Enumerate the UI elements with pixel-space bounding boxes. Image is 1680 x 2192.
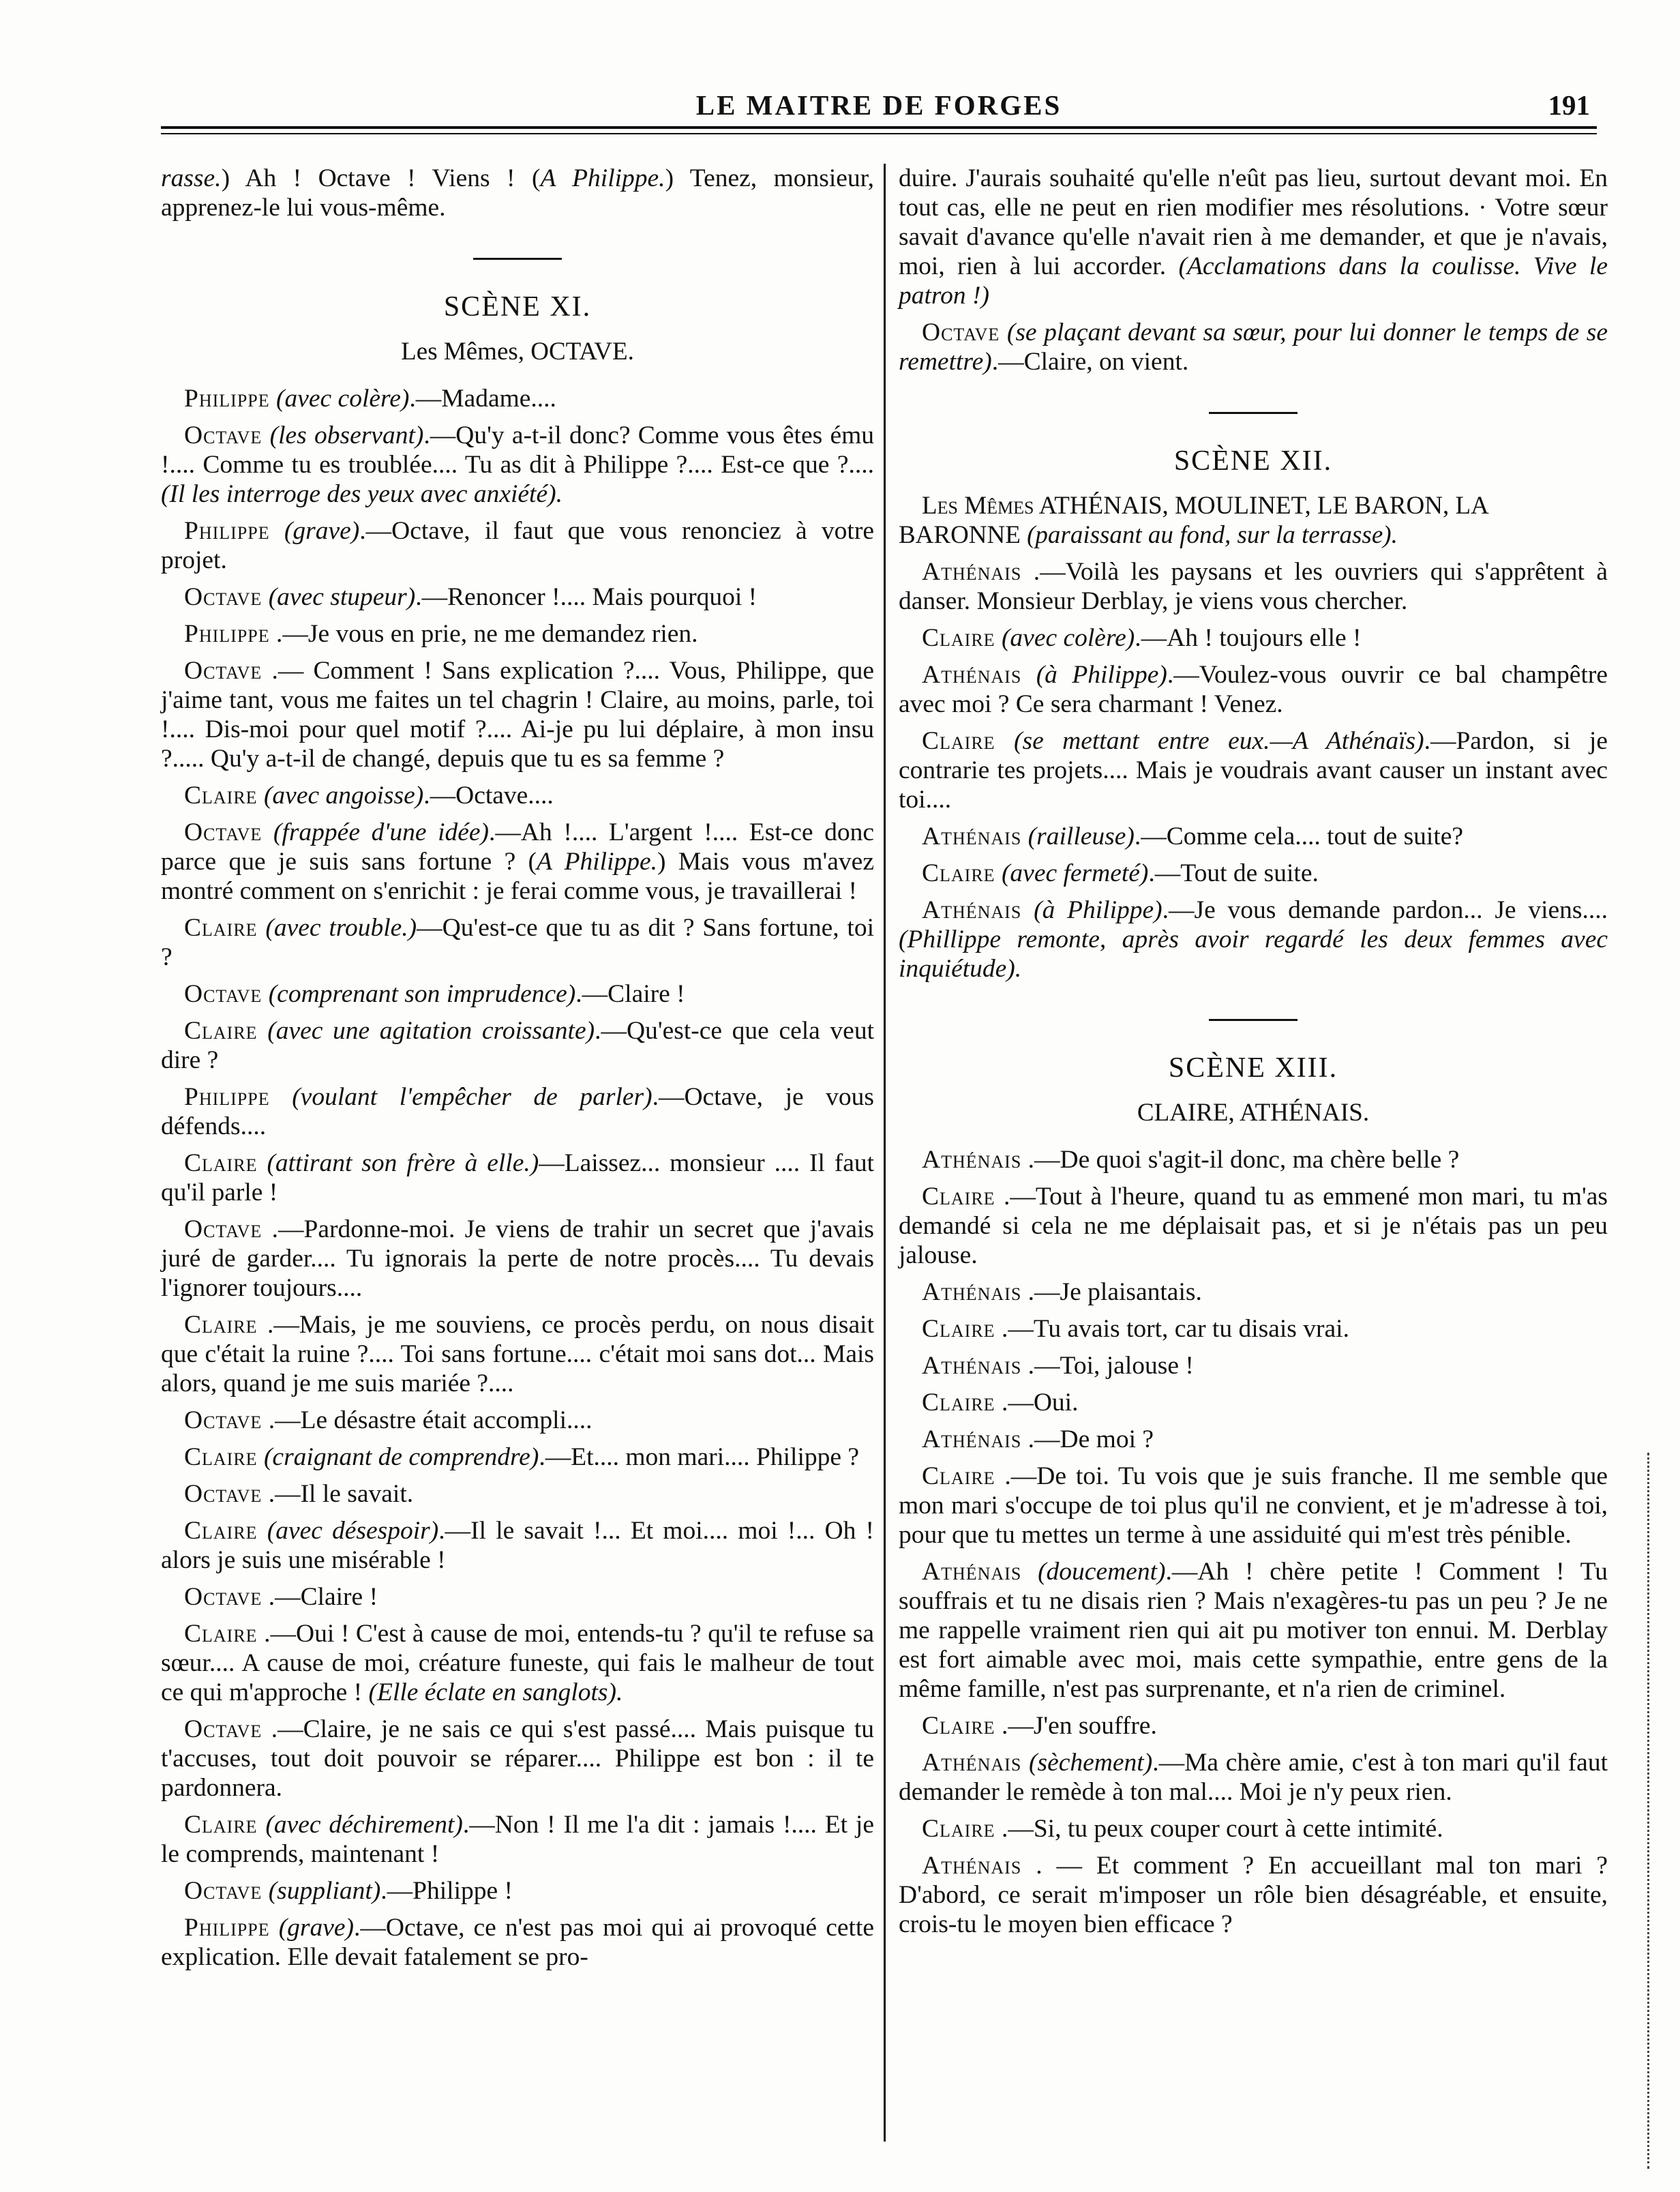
speaker-name: Claire <box>184 1620 258 1648</box>
dialogue-text: .—Renoncer !.... Mais pourquoi ! <box>415 583 758 611</box>
scene-cast: CLAIRE, ATHÉNAIS. <box>1137 1099 1370 1127</box>
paragraph <box>161 164 874 222</box>
page-edge-mark <box>1647 1453 1649 2169</box>
dialogue-text: .—Claire ! <box>268 1583 378 1611</box>
speaker-name: Claire <box>184 1443 258 1471</box>
dialogue-line <box>161 979 874 1009</box>
speaker-name: Octave <box>184 1215 262 1243</box>
stage-direction: (avec fermeté) <box>1001 859 1149 887</box>
dialogue-text: —Qu'est-ce que tu as dit ? Sans fortune, toi ? <box>161 914 875 971</box>
stage-direction: (avec stupeur) <box>268 583 416 611</box>
dialogue-text: . — Et comment ? En accueillant mal ton mari ? D'abord, ce serait m'imposer un rôle bien désagréable, et ensuite, crois-tu le moyen bien efficace ? <box>899 1852 1608 1938</box>
paragraph <box>899 164 1608 310</box>
dialogue-text: .—Ah !.... L'argent !.... Est-ce donc parce que je suis sans fortune ? ( <box>161 818 875 876</box>
speaker-name: Claire <box>184 1811 258 1839</box>
stage-direction: (Elle éclate en sanglots). <box>368 1678 623 1706</box>
scene-title: SCÈNE XI. <box>443 291 592 323</box>
dialogue-text: .—Octave.... <box>423 782 554 810</box>
speaker-name: Octave <box>184 818 262 846</box>
dialogue-line <box>161 1810 874 1869</box>
dialogue-line <box>161 1310 874 1398</box>
cast-names: ATHÉNAIS, MOULINET, LE BARON, LA BARONNE <box>899 492 1488 549</box>
speaker-name: Athénais <box>922 1852 1022 1880</box>
dialogue-line <box>899 660 1608 719</box>
dialogue-text: .—De quoi s'agit-il donc, ma chère belle ? <box>1028 1146 1460 1174</box>
stage-direction: (se plaçant devant sa sœur, pour lui donner le temps de se remettre) <box>899 319 1608 376</box>
speaker-name: Claire <box>922 1815 995 1843</box>
dialogue-text: .—Oui ! C'est à cause de moi, entends-tu ? qu'il te refuse sa sœur.... A cause de moi, créature funeste, qui fais le malheur de tout ce qui m'approche ! <box>161 1620 874 1706</box>
dialogue-text: .—Octave, il faut que vous renonciez à votre projet. <box>161 517 874 574</box>
right-column <box>899 164 1608 1946</box>
stage-direction: (voulant l'empêcher de parler) <box>292 1083 652 1111</box>
dialogue-line <box>161 619 874 649</box>
scene-separator <box>1209 1019 1298 1021</box>
dialogue-line <box>161 1149 874 1207</box>
speaker-name: Claire <box>922 1712 995 1740</box>
speaker-name: Athénais <box>922 823 1022 850</box>
speaker-name: Octave <box>184 1715 262 1743</box>
stage-direction: (avec angoisse) <box>263 782 424 810</box>
stage-direction: (craignant de comprendre) <box>263 1443 539 1471</box>
dialogue-line <box>161 1913 874 1972</box>
dialogue-text: .—Oui. <box>1001 1389 1079 1417</box>
scene-title: SCÈNE XII. <box>1173 445 1333 477</box>
dialogue-text: .—Je plaisantais. <box>1028 1278 1202 1306</box>
stage-direction: (à Philippe) <box>1034 896 1162 924</box>
dialogue-text: ) Ah ! Octave ! Viens ! ( <box>221 164 541 192</box>
dialogue-line <box>161 582 874 612</box>
dialogue-text: .—De toi. Tu vois que je suis franche. Il me semble que mon mari s'occupe de toi plus qu'il ne convient, et je m'adresse à toi, pour que tu mettes un terme à une assiduité qui m'est très pénible. <box>899 1462 1608 1549</box>
dialogue-text: .—Toi, jalouse ! <box>1028 1352 1194 1380</box>
dialogue-text: .—Comme cela.... tout de suite? <box>1134 823 1464 850</box>
speaker-name: Claire <box>922 1315 995 1343</box>
speaker-name: Athénais <box>922 558 1022 586</box>
dialogue-line <box>899 1748 1608 1807</box>
dialogue-line <box>899 1145 1608 1174</box>
dialogue-line <box>161 1479 874 1509</box>
dialogue-text: .—Pardonne-moi. Je viens de trahir un secret que j'avais juré de garder.... Tu ignorais la perte de notre procès.... Tu devais l'ignorer toujours.... <box>161 1215 874 1302</box>
page-number: 191 <box>1548 89 1590 121</box>
speaker-name: Philippe <box>184 385 270 413</box>
dialogue-line <box>161 1619 874 1707</box>
dialogue-text: .—Voulez-vous ouvrir ce bal champêtre avec moi ? Ce sera charmant ! Venez. <box>899 661 1608 718</box>
speaker-name: Octave <box>184 980 262 1008</box>
stage-direction: (avec colère) <box>1001 624 1135 652</box>
stage-direction: (suppliant) <box>268 1877 381 1905</box>
speaker-name: Claire <box>184 1311 258 1339</box>
dialogue-line <box>161 1715 874 1803</box>
scene-separator <box>473 258 562 260</box>
dialogue-text: .—De moi ? <box>1028 1425 1154 1453</box>
stage-direction: (sèchement) <box>1029 1749 1153 1777</box>
dialogue-line <box>161 656 874 773</box>
cast-prefix: Les Mêmes <box>922 492 1034 520</box>
dialogue-text: .—Tout de suite. <box>1148 859 1319 887</box>
dialogue-line <box>161 1406 874 1435</box>
dialogue-text: .—Qu'est-ce que cela veut dire ? <box>161 1017 874 1074</box>
speaker-name: Octave <box>184 1406 262 1434</box>
dialogue-list <box>899 557 1608 983</box>
dialogue-text: .—Il le savait !... Et moi.... moi !... Oh ! alors je suis une misérable ! <box>161 1517 875 1574</box>
scene-cast: Les Mêmes, OCTAVE. <box>401 338 634 366</box>
speaker-name: Athénais <box>922 1558 1022 1586</box>
dialogue-line <box>899 895 1608 983</box>
stage-direction: (grave) <box>284 517 360 545</box>
stage-direction: (grave) <box>278 1914 355 1942</box>
dialogue-line <box>161 1082 874 1141</box>
stage-direction: A Philippe. <box>537 848 658 876</box>
speaker-name: Athénais <box>922 1425 1022 1453</box>
dialogue-text: .—Octave, ce n'est pas moi qui ai provoqué cette explication. Elle devait fatalement se pro- <box>161 1914 875 1971</box>
scene-cast <box>899 491 1608 550</box>
dialogue-text: .—Pardon, si je contrarie tes projets.... Mais je voudrais avant causer un instant avec toi.... <box>899 727 1608 814</box>
dialogue-line <box>899 1314 1608 1344</box>
dialogue-line <box>161 1876 874 1906</box>
dialogue-text: .—Claire, on vient. <box>991 348 1189 376</box>
speaker-name: Claire <box>922 1462 995 1490</box>
dialogue-line <box>899 726 1608 814</box>
speaker-name: Claire <box>184 1517 258 1545</box>
dialogue-line <box>161 1442 874 1472</box>
dialogue-text: .—Ah ! toujours elle ! <box>1135 624 1362 652</box>
dialogue-text: .—Et.... mon mari.... Philippe ? <box>539 1443 860 1471</box>
dialogue-text: .—Ma chère amie, c'est à ton mari qu'il faut demander le remède à ton mal.... Moi je n'y peux rien. <box>899 1749 1608 1806</box>
dialogue-text: .—Octave, je vous défends.... <box>161 1083 875 1140</box>
stage-direction: (à Philippe) <box>1036 661 1167 689</box>
scene-separator <box>1209 412 1298 414</box>
dialogue-line <box>161 1582 874 1612</box>
dialogue-text: .—Claire, je ne sais ce qui s'est passé.... Mais puisque tu t'accuses, tout doit pouvoir se réparer.... Philippe est bon : il te pardonnera. <box>161 1715 875 1802</box>
dialogue-text: .—J'en souffre. <box>1001 1712 1157 1740</box>
stage-direction: (avec trouble.) <box>265 914 417 942</box>
speaker-name: Octave <box>184 1877 262 1905</box>
speaker-name: Octave <box>184 583 262 611</box>
dialogue-line <box>899 1182 1608 1270</box>
dialogue-text: .—Tu avais tort, car tu disais vrai. <box>1001 1315 1349 1343</box>
stage-direction: (avec déchirement) <box>265 1811 463 1839</box>
dialogue-text: .—Si, tu peux couper court à cette intimité. <box>1001 1815 1443 1843</box>
dialogue-list <box>161 384 874 1972</box>
header-rule-thin <box>161 133 1597 134</box>
speaker-name: Philippe <box>184 1083 270 1111</box>
stage-direction: (comprenant son imprudence) <box>268 980 576 1008</box>
speaker-name: Octave <box>922 319 1000 346</box>
dialogue-line <box>899 859 1608 888</box>
dialogue-text: .—Mais, je me souviens, ce procès perdu, on nous disait que c'était la ruine ?.... Toi sans fortune.... c'était moi sans dot... Mais alors, quand je me suis mariée ?.... <box>161 1311 874 1397</box>
speaker-name: Philippe <box>184 517 270 545</box>
dialogue-line <box>161 421 874 509</box>
dialogue-line <box>899 1388 1608 1417</box>
dialogue-text: .—Je vous demande pardon... Je viens.... <box>1162 896 1608 924</box>
speaker-name: Octave <box>184 1583 262 1611</box>
dialogue-line <box>161 1016 874 1075</box>
scene-title: SCÈNE XIII. <box>1168 1052 1338 1084</box>
dialogue-text: .—Tout à l'heure, quand tu as emmené mon mari, tu m'as demandé si cela ne me déplaisait pas, et si je n'étais pas un peu jalouse. <box>899 1183 1608 1269</box>
dialogue-text: ) Tenez, monsieur, apprenez-le lui vous-même. <box>161 164 874 222</box>
paragraph <box>899 318 1608 376</box>
stage-direction: (doucement) <box>1038 1558 1166 1586</box>
speaker-name: Athénais <box>922 1749 1022 1777</box>
dialogue-text: .—Voilà les paysans et les ouvriers qui s'apprêtent à danser. Monsieur Derblay, je viens vous chercher. <box>899 558 1608 615</box>
stage-direction: (attirant son frère à elle.) <box>267 1149 539 1177</box>
dialogue-line <box>161 781 874 810</box>
speaker-name: Octave <box>184 421 262 449</box>
running-title: LE MAITRE DE FORGES <box>695 89 1062 121</box>
speaker-name: Octave <box>184 1480 262 1508</box>
dialogue-text: .—Ah ! chère petite ! Comment ! Tu souffrais et tu ne disais rien ? Mais n'exagères-tu pas un peu ? Je ne me rappelle vraiment rien qui ait pu motiver ton ennui. M. Derblay est fort aimable avec moi, mais cette sympathie, entre gens de la même famille, n'est pas surprenante, et n'a rien de criminel. <box>899 1558 1608 1703</box>
dialogue-line <box>899 1814 1608 1843</box>
dialogue-text: ) Mais vous m'avez montré comment on s'enrichit : je ferai comme vous, je travaillerai ! <box>161 848 874 905</box>
dialogue-line <box>899 1557 1608 1704</box>
column-divider <box>884 164 886 2142</box>
stage-direction: (paraissant au fond, sur la terrasse). <box>1027 521 1398 549</box>
dialogue-text: duire. J'aurais souhaité qu'elle n'eût pas lieu, surtout devant moi. En tout cas, elle ne peut en rien modifier mes résolutions. · Votre sœur savait d'avance qu'elle n'avait rien à me demander, et que je n'avais, moi, rien à lui accorder. <box>899 164 1608 280</box>
speaker-name: Claire <box>922 1389 995 1417</box>
dialogue-line <box>161 516 874 575</box>
dialogue-line <box>899 1425 1608 1454</box>
stage-direction: A Philippe. <box>540 164 665 192</box>
dialogue-line <box>161 1516 874 1575</box>
dialogue-text: .—Non ! Il me l'a dit : jamais !.... Et je le comprends, maintenant ! <box>161 1811 874 1868</box>
speaker-name: Claire <box>922 727 995 755</box>
speaker-name: Claire <box>184 1149 258 1177</box>
running-head <box>161 85 1597 125</box>
dialogue-line <box>899 1851 1608 1939</box>
dialogue-text: .— Comment ! Sans explication ?.... Vous, Philippe, que j'aime tant, vous me faites un tel chagrin ! Claire, au moins, parle, toi !.... Dis-moi pour quel motif ?.... Ai-je pu lui déplaire, à mon insu ?..... Qu'y a-t-il de changé, depuis que tu es sa femme ? <box>161 657 874 773</box>
speaker-name: Philippe <box>184 1914 270 1942</box>
dialogue-text: .—Il le savait. <box>268 1480 414 1508</box>
stage-direction: (Il les interroge des yeux avec anxiété). <box>161 480 562 508</box>
speaker-name: Claire <box>922 624 995 652</box>
speaker-name: Claire <box>184 1017 258 1045</box>
dialogue-line <box>899 1351 1608 1380</box>
dialogue-line <box>899 1277 1608 1307</box>
stage-direction: (se mettant entre eux.—A Athénaïs) <box>1013 727 1424 755</box>
stage-direction: (avec désespoir) <box>267 1517 439 1545</box>
dialogue-text: .—Qu'y a-t-il donc? Comme vous êtes ému !.... Comme tu es troublée.... Tu as dit à Philippe ?.... Est-ce que ?.... <box>161 421 875 479</box>
dialogue-line <box>161 818 874 906</box>
dialogue-text: .—Madame.... <box>409 385 556 413</box>
dialogue-line <box>899 623 1608 653</box>
stage-direction: (railleuse) <box>1028 823 1135 850</box>
dialogue-line <box>899 1711 1608 1741</box>
speaker-name: Athénais <box>922 661 1022 689</box>
stage-direction: (avec une agitation croissante) <box>267 1017 595 1045</box>
speaker-name: Athénais <box>922 1146 1022 1174</box>
speaker-name: Athénais <box>922 1278 1022 1306</box>
speaker-name: Claire <box>184 914 258 942</box>
stage-direction: (Acclamations dans la coulisse. Vive le patron !) <box>899 252 1608 310</box>
stage-direction: rasse. <box>161 164 222 192</box>
speaker-name: Octave <box>184 657 262 685</box>
dialogue-text: .—Je vous en prie, ne me demandez rien. <box>276 620 698 648</box>
dialogue-text: .—Philippe ! <box>380 1877 513 1905</box>
speaker-name: Claire <box>184 782 258 810</box>
stage-direction: (frappée d'une idée) <box>273 818 490 846</box>
stage-direction: (avec colère) <box>276 385 410 413</box>
dialogue-line <box>161 384 874 413</box>
dialogue-list <box>899 1145 1608 1939</box>
speaker-name: Athénais <box>922 1352 1022 1380</box>
dialogue-line <box>899 1462 1608 1550</box>
header-rule <box>161 126 1597 129</box>
stage-direction: (Phillippe remonte, après avoir regardé les deux femmes avec inquiétude). <box>899 925 1608 983</box>
dialogue-line <box>899 822 1608 851</box>
speaker-name: Claire <box>922 859 995 887</box>
dialogue-line <box>161 1215 874 1303</box>
stage-direction: (les observant) <box>269 421 424 449</box>
dialogue-text: .—Claire ! <box>575 980 685 1008</box>
dialogue-line <box>161 913 874 972</box>
speaker-name: Philippe <box>184 620 270 648</box>
dialogue-line <box>899 557 1608 616</box>
dialogue-text: —Laissez... monsieur .... Il faut qu'il parle ! <box>161 1149 875 1206</box>
speaker-name: Claire <box>922 1183 995 1211</box>
speaker-name: Athénais <box>922 896 1022 924</box>
dialogue-text: .—Le désastre était accompli.... <box>268 1406 592 1434</box>
left-column <box>161 164 874 1979</box>
